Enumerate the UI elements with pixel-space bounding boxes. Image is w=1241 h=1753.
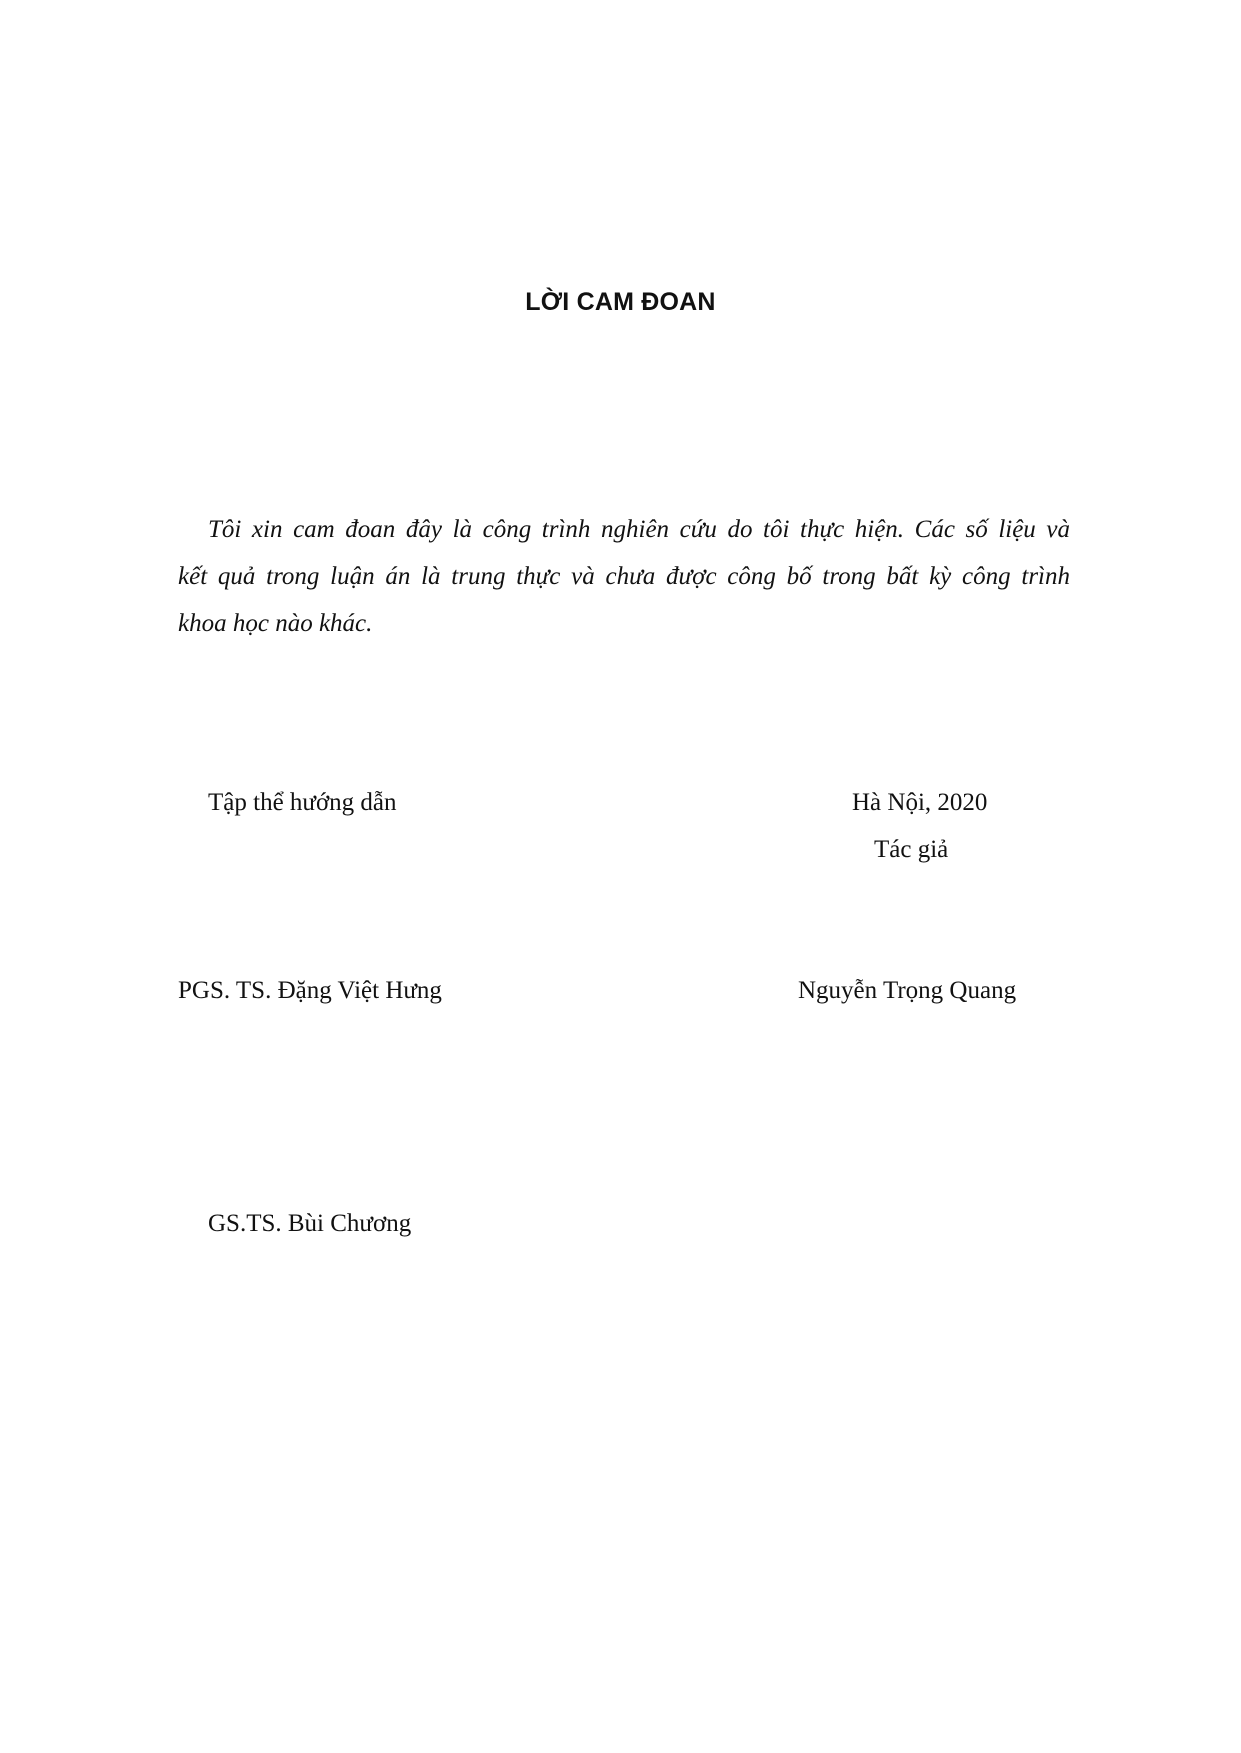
author-name: Nguyễn Trọng Quang	[798, 977, 1017, 1004]
advisors-label: Tập thể hướng dẫn	[208, 789, 397, 816]
advisor-name-1: PGS. TS. Đặng Việt Hưng	[178, 977, 442, 1004]
declaration-line-2: kết quả trong luận án là trung thực và chưa được công bố trong bất kỳ công trình	[178, 563, 1070, 590]
author-label: Tác giả	[874, 836, 949, 863]
page-title: LỜI CAM ĐOAN	[525, 288, 716, 316]
declaration-paragraph	[178, 506, 1070, 647]
place-date: Hà Nội, 2020	[852, 789, 988, 816]
declaration-line-3: khoa học nào khác.	[178, 610, 373, 637]
declaration-line-1: Tôi xin cam đoan đây là công trình nghiên cứu do tôi thực hiện. Các số liệu và	[208, 516, 1070, 543]
advisor-name-2: GS.TS. Bùi Chương	[208, 1210, 412, 1237]
